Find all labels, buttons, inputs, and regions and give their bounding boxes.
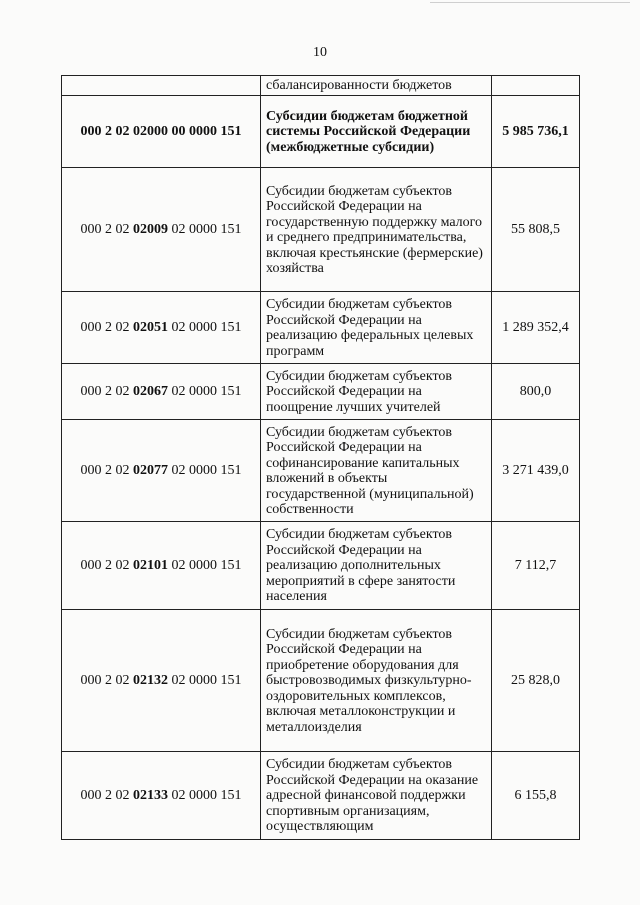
- code-prefix: 000 2 02: [80, 557, 133, 573]
- code-cell: 000 2 02 02000 00 0000 151: [62, 96, 261, 168]
- code-highlight: 02133: [133, 787, 168, 803]
- table-row: [62, 752, 580, 840]
- description-cell: Субсидии бюджетам субъектов Российской Федерации на софинансирование капитальных вложений в объекты государственной (муниципальной) собственности: [261, 420, 492, 522]
- description-cell: Субсидии бюджетам бюджетной системы Российской Федерации (межбюджетные субсидии): [261, 96, 492, 168]
- sum-cell: 5 985 736,1: [492, 96, 580, 168]
- code-highlight: 02101: [133, 557, 168, 573]
- code-prefix: 000 2 02: [80, 319, 133, 335]
- table-row: [62, 76, 580, 96]
- code-prefix: 000 2 02: [80, 787, 133, 803]
- sum-cell: 3 271 439,0: [492, 420, 580, 522]
- sum-cell: 7 112,7: [492, 522, 580, 610]
- description-cell: Субсидии бюджетам субъектов Российской Федерации на оказание адресной финансовой поддержки спортивным организациям, осуществляющим: [261, 752, 492, 840]
- description-cell: сбалансированности бюджетов: [261, 76, 492, 96]
- code-suffix: 02 0000 151: [168, 787, 242, 803]
- code-cell: [62, 168, 261, 292]
- code-cell: [62, 752, 261, 840]
- sum-cell: [492, 76, 580, 96]
- description-cell: Субсидии бюджетам субъектов Российской Федерации на приобретение оборудования для быстровозводимых физкультурно-оздоровительных комплексов, включая металлоконструкции и металлоизделия: [261, 610, 492, 752]
- table-row: [62, 96, 580, 168]
- budget-table: [61, 75, 580, 840]
- code-prefix: 000 2 02: [80, 672, 133, 688]
- code-highlight: 02077: [133, 462, 168, 478]
- sum-cell: 55 808,5: [492, 168, 580, 292]
- code-highlight: 02009: [133, 221, 168, 237]
- scan-edge-line: [430, 2, 630, 3]
- description-cell: Субсидии бюджетам субъектов Российской Федерации на государственную поддержку малого и среднего предпринимательства, включая крестьянские (фермерские) хозяйства: [261, 168, 492, 292]
- code-suffix: 02 0000 151: [168, 383, 242, 399]
- code-cell: [62, 522, 261, 610]
- table-row: [62, 420, 580, 522]
- code-cell: [62, 76, 261, 96]
- table-row: [62, 168, 580, 292]
- code-suffix: 02 0000 151: [168, 462, 242, 478]
- description-cell: Субсидии бюджетам субъектов Российской Федерации на реализацию дополнительных мероприятий в сфере занятости населения: [261, 522, 492, 610]
- sum-cell: 1 289 352,4: [492, 292, 580, 364]
- code-suffix: 02 0000 151: [168, 319, 242, 335]
- sum-cell: 6 155,8: [492, 752, 580, 840]
- code-prefix: 000 2 02: [80, 462, 133, 478]
- code-cell: [62, 610, 261, 752]
- code-highlight: 02132: [133, 672, 168, 688]
- code-prefix: 000 2 02: [80, 383, 133, 399]
- page-number: 10: [313, 45, 327, 60]
- code-suffix: 02 0000 151: [168, 672, 242, 688]
- code-highlight: 02067: [133, 383, 168, 399]
- code-highlight: 02051: [133, 319, 168, 335]
- description-cell: Субсидии бюджетам субъектов Российской Федерации на поощрение лучших учителей: [261, 364, 492, 420]
- code-cell: [62, 420, 261, 522]
- code-suffix: 02 0000 151: [168, 221, 242, 237]
- sum-cell: 800,0: [492, 364, 580, 420]
- table-row: [62, 610, 580, 752]
- code-cell: [62, 364, 261, 420]
- table-row: [62, 364, 580, 420]
- table-row: [62, 522, 580, 610]
- sum-cell: 25 828,0: [492, 610, 580, 752]
- description-cell: Субсидии бюджетам субъектов Российской Федерации на реализацию федеральных целевых программ: [261, 292, 492, 364]
- code-suffix: 02 0000 151: [168, 557, 242, 573]
- code-cell: [62, 292, 261, 364]
- table-row: [62, 292, 580, 364]
- code-prefix: 000 2 02: [80, 221, 133, 237]
